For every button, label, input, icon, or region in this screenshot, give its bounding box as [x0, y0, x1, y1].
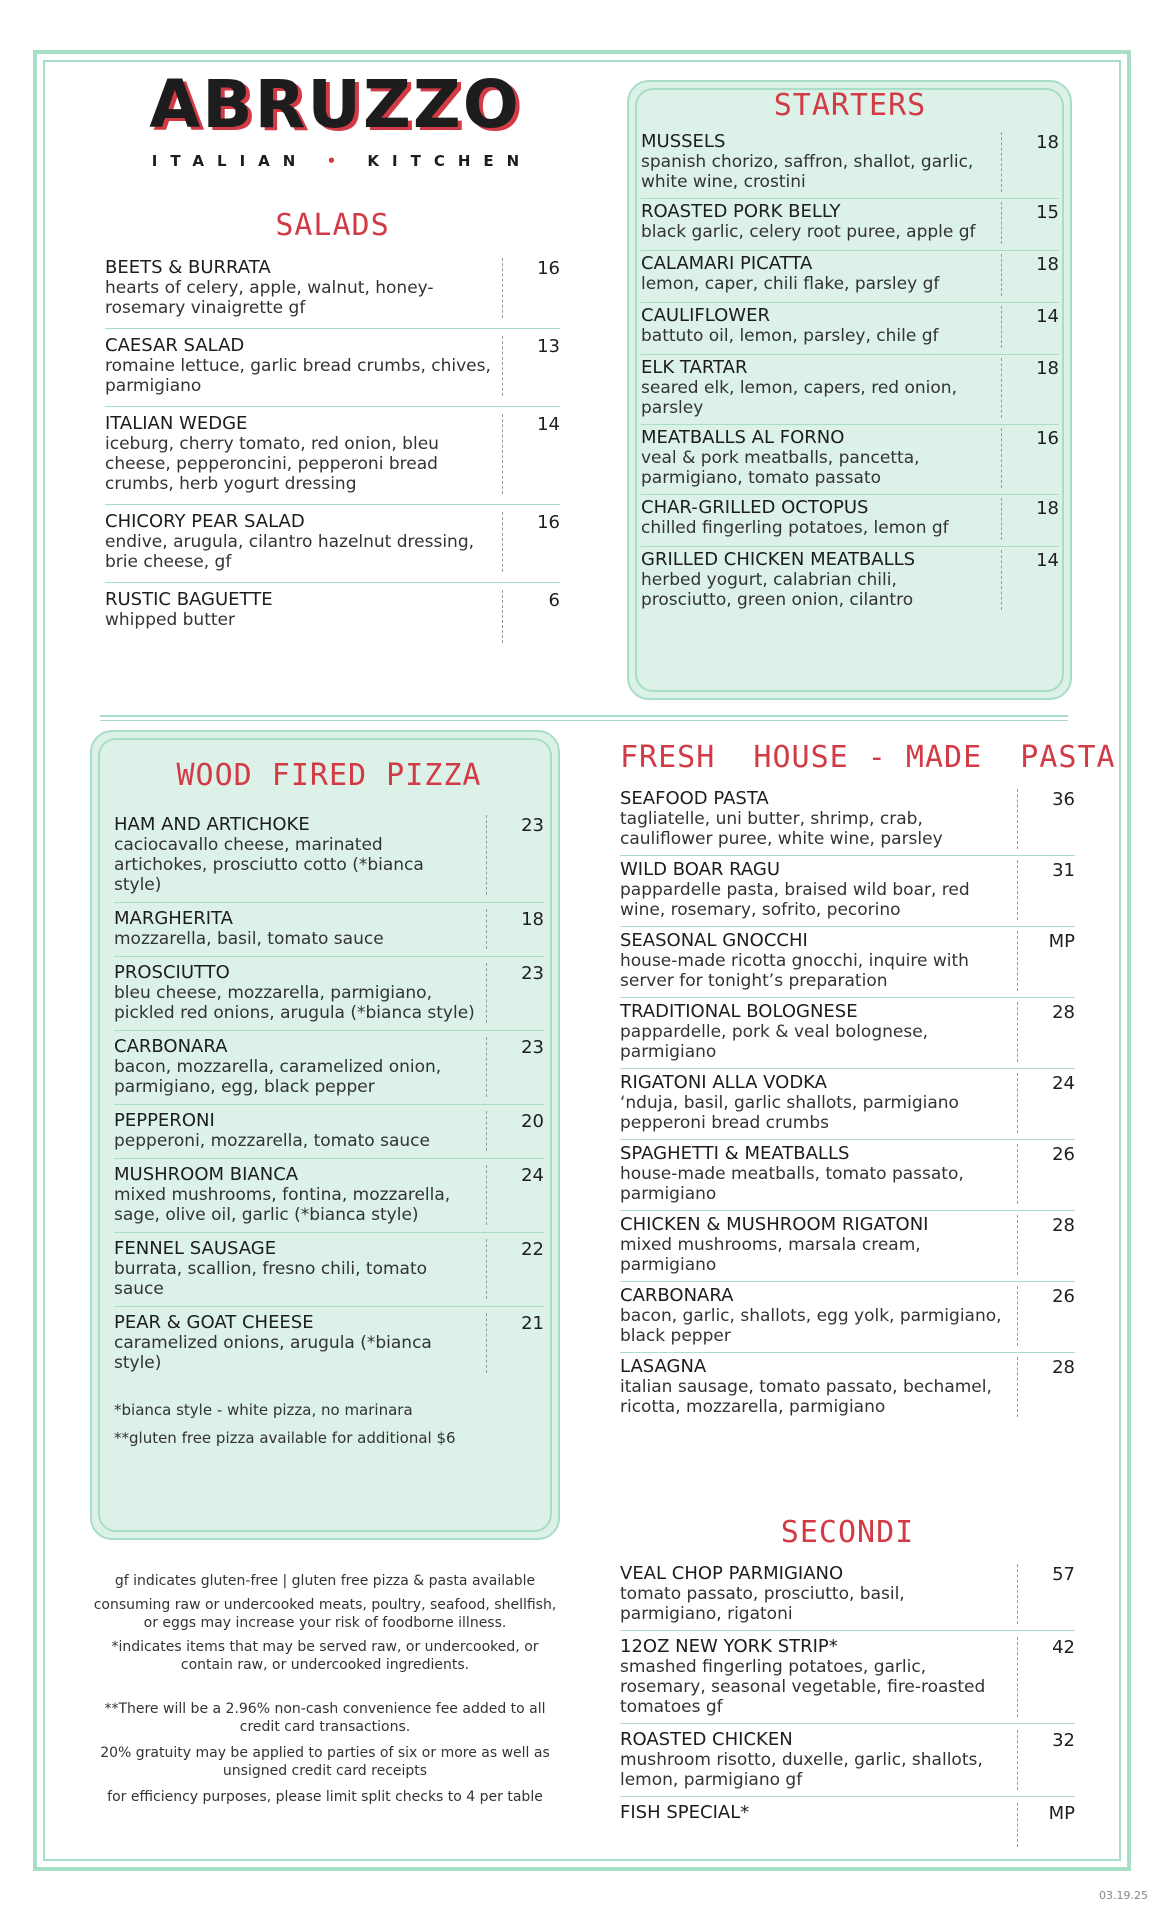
item-description: herbed yogurt, calabrian chili, prosciutto, green onion, cilantro: [641, 570, 914, 610]
note-raw-warning: consuming raw or undercooked meats, poultry, seafood, shellfish, or eggs may increase your risk of foodborne illness.: [93, 1597, 557, 1631]
pizza-item: [114, 1233, 544, 1307]
item-text: [620, 1564, 1017, 1624]
note-split-checks: for efficiency purposes, please limit split checks to 4 per table: [107, 1789, 543, 1805]
pasta-list: [620, 785, 1075, 1423]
item-description: house-made ricotta gnocchi, inquire with server for tonight’s preparation: [620, 951, 969, 991]
item-text: [114, 909, 486, 949]
item-text: [114, 1165, 486, 1225]
note-gluten-free: gf indicates gluten-free | gluten free pizza & pasta available: [114, 1573, 536, 1589]
pizza-title: WOOD FIRED PIZZA: [176, 758, 482, 793]
salads-item: [105, 505, 560, 583]
salads-item: [105, 251, 560, 329]
item-name: CHAR-GRILLED OCTOPUS: [641, 497, 869, 518]
pasta-item: [620, 1282, 1075, 1353]
item-name: LASAGNA: [620, 1356, 707, 1377]
note-raw-indicator: *indicates items that may be served raw, or undercooked, or contain raw, or undercooked ingredients.: [111, 1639, 539, 1673]
item-description: pepperoni, mozzarella, tomato sauce: [114, 1131, 430, 1151]
salads-section: [105, 208, 560, 653]
item-name: PROSCIUTTO: [114, 962, 230, 983]
pizza-item: [114, 1307, 544, 1380]
pizza-note-bianca: *bianca style - white pizza, no marinara: [114, 1401, 413, 1419]
item-text: [641, 202, 1001, 244]
item-price: 16: [502, 512, 560, 572]
item-description: black garlic, celery root puree, apple gf: [641, 222, 976, 242]
item-name: SPAGHETTI & MEATBALLS: [620, 1143, 850, 1164]
salads-item: [105, 583, 560, 653]
starters-item: [641, 199, 1059, 251]
item-price: 13: [502, 336, 560, 396]
item-name: VEAL CHOP PARMIGIANO: [620, 1563, 844, 1584]
item-price: 14: [1001, 550, 1059, 610]
item-description: whipped butter: [105, 610, 235, 630]
item-name: CARBONARA: [114, 1036, 228, 1057]
item-name: MUSSELS: [641, 131, 726, 152]
item-name: ITALIAN WEDGE: [105, 413, 248, 434]
item-name: ROASTED PORK BELLY: [641, 201, 841, 222]
item-price: 21: [486, 1313, 544, 1373]
item-price: 18: [1001, 358, 1059, 418]
item-price: 15: [1001, 202, 1059, 244]
item-text: [641, 254, 1001, 296]
item-name: ELK TARTAR: [641, 357, 748, 378]
pizza-panel: [90, 730, 560, 1540]
pasta-item: [620, 1353, 1075, 1423]
starters-panel: [627, 80, 1072, 700]
pizza-item: [114, 1159, 544, 1233]
item-name: BEETS & BURRATA: [105, 257, 271, 278]
item-text: [114, 1313, 486, 1373]
menu-date: 03.19.25: [1099, 1889, 1148, 1902]
item-price: 57: [1017, 1564, 1075, 1624]
item-text: [620, 1073, 1017, 1133]
starters-item: [641, 425, 1059, 495]
starters-list: [641, 129, 1059, 616]
restaurant-logo: [100, 66, 570, 170]
item-description: tomato passato, prosciutto, basil, parmigiano, rigatoni: [620, 1584, 905, 1624]
item-price: 16: [1001, 428, 1059, 488]
item-text: [641, 498, 1001, 540]
secondi-item: [620, 1797, 1075, 1853]
pizza-item: [114, 903, 544, 957]
salads-item: [105, 407, 560, 505]
item-description: ‘nduja, basil, garlic shallots, parmigiano pepperoni bread crumbs: [620, 1093, 959, 1133]
item-text: [620, 1215, 1017, 1275]
item-price: 14: [1001, 306, 1059, 348]
item-price: 24: [486, 1165, 544, 1225]
item-price: 28: [1017, 1215, 1075, 1275]
item-description: pappardelle, pork & veal bolognese, parmigiano: [620, 1022, 929, 1062]
item-description: chilled fingerling potatoes, lemon gf: [641, 518, 949, 538]
footnotes: [88, 1572, 562, 1806]
item-text: [114, 1111, 486, 1151]
item-name: CAULIFLOWER: [641, 305, 770, 326]
item-price: 22: [486, 1239, 544, 1299]
item-text: [620, 1286, 1017, 1346]
item-name: SEASONAL GNOCCHI: [620, 930, 808, 951]
item-price: MP: [1017, 931, 1075, 991]
item-text: [641, 358, 1001, 418]
pizza-item: [114, 1031, 544, 1105]
item-name: RIGATONI ALLA VODKA: [620, 1072, 827, 1093]
item-text: [641, 550, 1001, 610]
item-name: CAESAR SALAD: [105, 335, 245, 356]
pizza-list: [114, 809, 544, 1380]
item-price: 16: [502, 258, 560, 318]
item-description: endive, arugula, cilantro hazelnut dressing, brie cheese, gf: [105, 532, 475, 572]
item-price: 31: [1017, 860, 1075, 920]
pizza-note-gluten-free: **gluten free pizza available for additional $6: [114, 1429, 456, 1447]
item-text: [620, 1002, 1017, 1062]
pizza-item: [114, 1105, 544, 1159]
item-price: 18: [1001, 498, 1059, 540]
item-price: 24: [1017, 1073, 1075, 1133]
item-name: MARGHERITA: [114, 908, 233, 929]
item-text: [641, 428, 1001, 488]
item-name: FENNEL SAUSAGE: [114, 1238, 277, 1259]
item-description: caramelized onions, arugula (*bianca style): [114, 1333, 432, 1373]
starters-item: [641, 547, 1059, 616]
pasta-title: FRESH HOUSE - MADE PASTA: [620, 740, 1116, 775]
secondi-section: [620, 1515, 1075, 1853]
item-text: [620, 1357, 1017, 1417]
item-name: CALAMARI PICATTA: [641, 253, 813, 274]
pasta-item: [620, 998, 1075, 1069]
pasta-section: [620, 740, 1116, 1423]
item-price: 18: [1001, 132, 1059, 192]
pasta-item: [620, 927, 1075, 998]
item-description: bleu cheese, mozzarella, parmigiano, pickled red onions, arugula (*bianca style): [114, 983, 475, 1023]
pasta-item: [620, 1211, 1075, 1282]
item-text: [641, 306, 1001, 348]
salads-list: [105, 251, 560, 653]
pizza-item: [114, 957, 544, 1031]
item-name: WILD BOAR RAGU: [620, 859, 781, 880]
secondi-item: [620, 1631, 1075, 1724]
item-text: [105, 336, 502, 396]
item-price: 32: [1017, 1730, 1075, 1790]
secondi-item: [620, 1558, 1075, 1631]
item-description: pappardelle pasta, braised wild boar, red wine, rosemary, sofrito, pecorino: [620, 880, 970, 920]
starters-item: [641, 303, 1059, 355]
pizza-item: [114, 809, 544, 903]
item-text: [114, 1037, 486, 1097]
secondi-title: SECONDI: [780, 1515, 915, 1550]
starters-item: [641, 355, 1059, 425]
item-name: TRADITIONAL BOLOGNESE: [620, 1001, 858, 1022]
item-price: MP: [1017, 1803, 1075, 1847]
item-name: HAM AND ARTICHOKE: [114, 814, 310, 835]
item-text: [620, 860, 1017, 920]
item-price: 18: [1001, 254, 1059, 296]
item-text: [105, 512, 502, 572]
item-description: iceburg, cherry tomato, red onion, bleu cheese, pepperoncini, pepperoni bread crumbs, herb yogurt dressing: [105, 434, 439, 494]
item-description: caciocavallo cheese, marinated artichokes, prosciutto cotto (*bianca style): [114, 835, 424, 895]
item-name: MEATBALLS AL FORNO: [641, 427, 845, 448]
item-price: 20: [486, 1111, 544, 1151]
section-divider-thin: [100, 720, 1068, 721]
item-text: [620, 1803, 1017, 1847]
item-description: mixed mushrooms, marsala cream, parmigiano: [620, 1235, 921, 1275]
item-price: 23: [486, 815, 544, 895]
item-description: tagliatelle, uni butter, shrimp, crab, cauliflower puree, white wine, parsley: [620, 809, 943, 849]
item-description: house-made meatballs, tomato passato, parmigiano: [620, 1164, 964, 1204]
item-description: romaine lettuce, garlic bread crumbs, chives, parmigiano: [105, 356, 491, 396]
item-price: 14: [502, 414, 560, 494]
starters-item: [641, 251, 1059, 303]
item-name: 12OZ NEW YORK STRIP*: [620, 1636, 838, 1657]
item-name: CHICKEN & MUSHROOM RIGATONI: [620, 1214, 929, 1235]
salads-item: [105, 329, 560, 407]
item-name: PEPPERONI: [114, 1110, 215, 1131]
item-text: [620, 789, 1017, 849]
item-price: 6: [502, 590, 560, 643]
item-description: mushroom risotto, duxelle, garlic, shallots, lemon, parmigiano gf: [620, 1750, 983, 1790]
item-name: ROASTED CHICKEN: [620, 1729, 793, 1750]
starters-title: STARTERS: [773, 88, 927, 123]
item-name: CARBONARA: [620, 1285, 734, 1306]
item-price: 36: [1017, 789, 1075, 849]
note-gratuity: 20% gratuity may be applied to parties of six or more as well as unsigned credit card receipts: [100, 1745, 550, 1779]
item-price: 18: [486, 909, 544, 949]
item-description: bacon, garlic, shallots, egg yolk, parmigiano, black pepper: [620, 1306, 1002, 1346]
item-text: [105, 590, 502, 643]
item-description: smashed fingerling potatoes, garlic, rosemary, seasonal vegetable, fire-roasted tomatoes gf: [620, 1657, 986, 1717]
item-text: [105, 414, 502, 494]
item-text: [620, 931, 1017, 991]
item-name: FISH SPECIAL*: [620, 1802, 750, 1823]
item-name: SEAFOOD PASTA: [620, 788, 769, 809]
item-description: italian sausage, tomato passato, bechamel, ricotta, mozzarella, parmigiano: [620, 1377, 992, 1417]
item-price: 26: [1017, 1286, 1075, 1346]
note-card-fee: **There will be a 2.96% non-cash convenience fee added to all credit card transactions.: [104, 1701, 546, 1735]
item-name: CHICORY PEAR SALAD: [105, 511, 305, 532]
item-price: 23: [486, 963, 544, 1023]
item-description: mozzarella, basil, tomato sauce: [114, 929, 384, 949]
secondi-item: [620, 1724, 1075, 1797]
logo-subtitle: [100, 152, 570, 170]
item-price: 23: [486, 1037, 544, 1097]
item-description: bacon, mozzarella, caramelized onion, parmigiano, egg, black pepper: [114, 1057, 442, 1097]
item-description: spanish chorizo, saffron, shallot, garlic, white wine, crostini: [641, 152, 974, 192]
logo-sub-left: ITALIAN: [151, 152, 309, 170]
item-description: mixed mushrooms, fontina, mozzarella, sage, olive oil, garlic (*bianca style): [114, 1185, 451, 1225]
item-text: [114, 963, 486, 1023]
item-name: GRILLED CHICKEN MEATBALLS: [641, 549, 916, 570]
item-name: PEAR & GOAT CHEESE: [114, 1312, 314, 1333]
item-name: MUSHROOM BIANCA: [114, 1164, 299, 1185]
starters-item: [641, 129, 1059, 199]
item-description: battuto oil, lemon, parsley, chile gf: [641, 326, 939, 346]
starters-item: [641, 495, 1059, 547]
item-price: 28: [1017, 1357, 1075, 1417]
salads-title: SALADS: [275, 208, 390, 243]
secondi-list: [620, 1558, 1075, 1853]
item-text: [105, 258, 502, 318]
item-text: [620, 1730, 1017, 1790]
pasta-item: [620, 1140, 1075, 1211]
item-description: lemon, caper, chili flake, parsley gf: [641, 274, 940, 294]
item-text: [114, 815, 486, 895]
logo-title: ABRUZZO: [149, 66, 521, 143]
item-price: 42: [1017, 1637, 1075, 1717]
item-price: 26: [1017, 1144, 1075, 1204]
item-description: hearts of celery, apple, walnut, honey-rosemary vinaigrette gf: [105, 278, 434, 318]
item-text: [641, 132, 1001, 192]
item-description: burrata, scallion, fresno chili, tomato sauce: [114, 1259, 428, 1299]
item-description: veal & pork meatballs, pancetta, parmigiano, tomato passato: [641, 448, 920, 488]
item-description: seared elk, lemon, capers, red onion, parsley: [641, 378, 957, 418]
item-text: [114, 1239, 486, 1299]
pasta-item: [620, 1069, 1075, 1140]
logo-dot: •: [326, 152, 350, 170]
logo-sub-right: KITCHEN: [367, 152, 533, 170]
item-text: [620, 1144, 1017, 1204]
pasta-item: [620, 856, 1075, 927]
pasta-item: [620, 785, 1075, 856]
item-name: RUSTIC BAGUETTE: [105, 589, 273, 610]
item-text: [620, 1637, 1017, 1717]
item-price: 28: [1017, 1002, 1075, 1062]
section-divider: [100, 715, 1068, 717]
